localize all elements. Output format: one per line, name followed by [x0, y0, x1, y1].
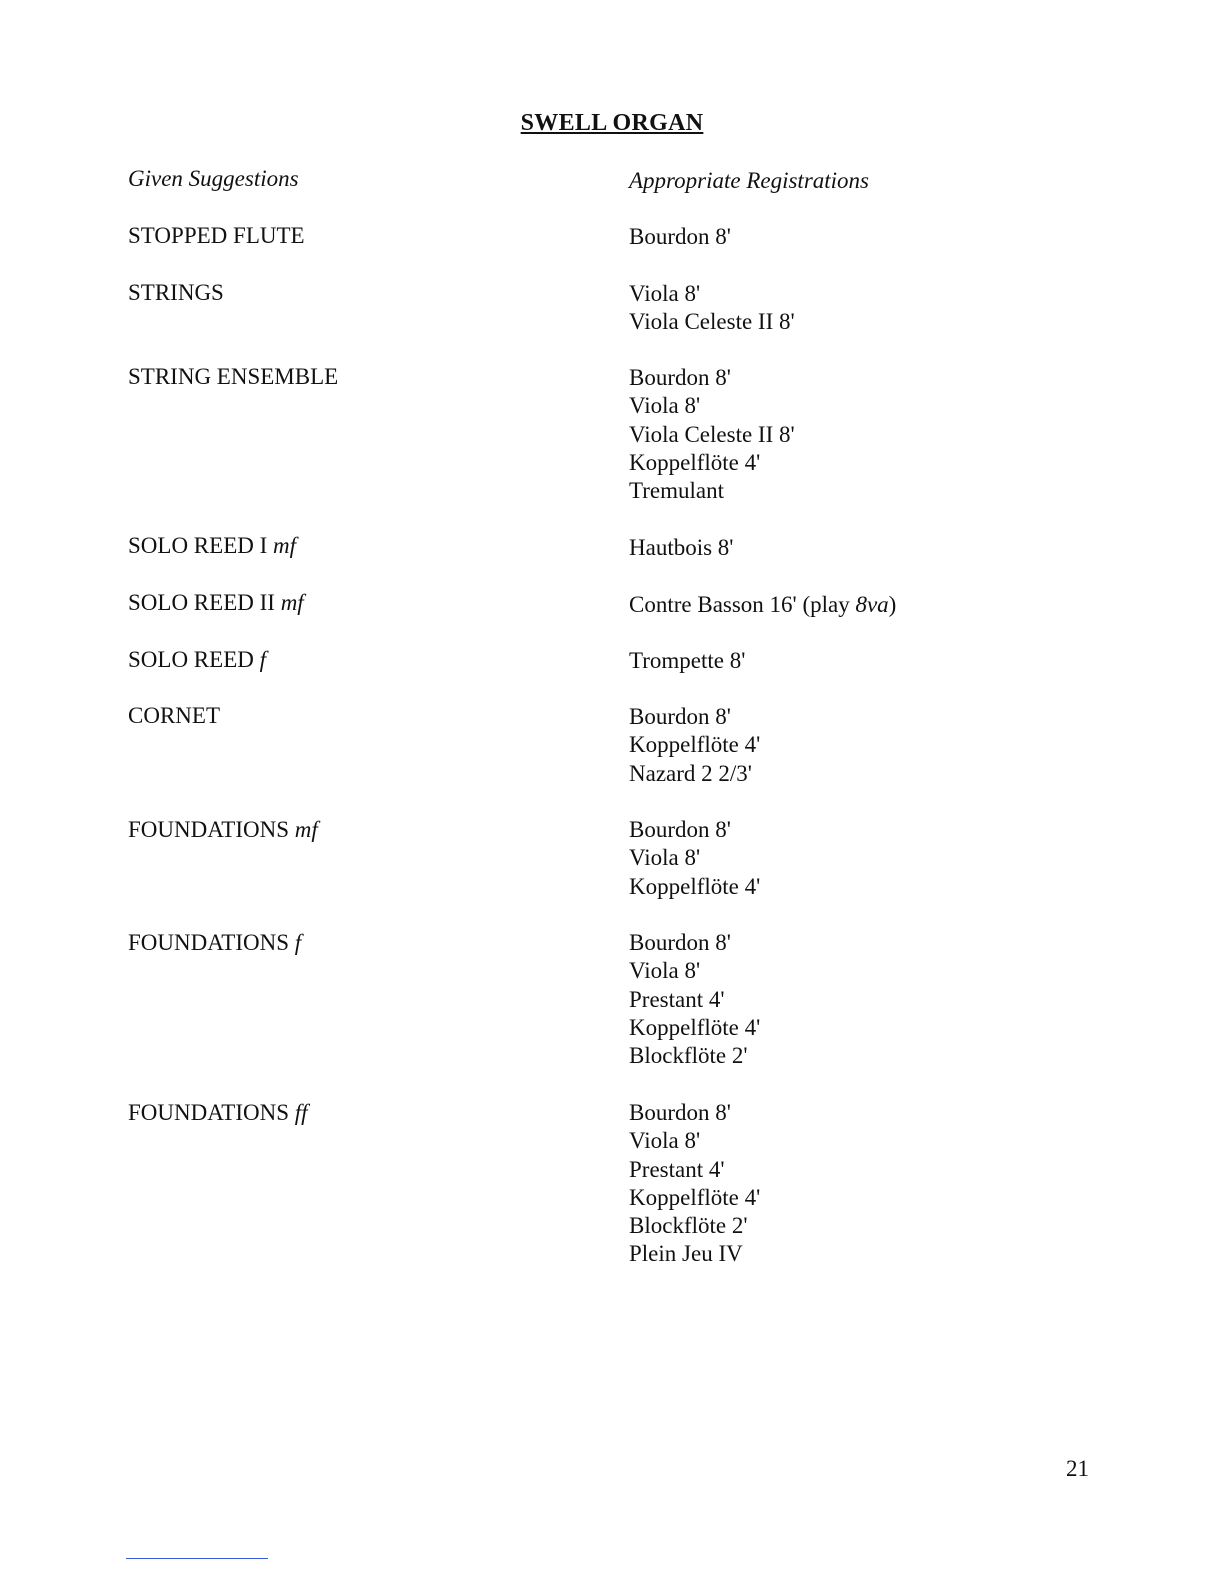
column-header-given-suggestions: Given Suggestions	[128, 166, 299, 191]
registration-item: Viola 8'	[629, 281, 701, 306]
dynamic-marking: f	[294, 930, 302, 955]
suggestion-stopped-flute: STOPPED FLUTE	[128, 223, 305, 248]
suggestion-foundations-f: FOUNDATIONS f	[128, 930, 302, 955]
registration-item: Viola Celeste II 8'	[629, 421, 795, 447]
registration-item: Bourdon 8'	[629, 817, 731, 842]
suggestion-foundations-mf: FOUNDATIONS mf	[128, 817, 318, 842]
dynamic-marking: ff	[294, 1100, 308, 1125]
registration-item: Prestant 4'	[629, 1156, 725, 1182]
registrations-solo-reed-ii	[629, 591, 896, 619]
registration-item: Koppelflöte 4'	[629, 1014, 761, 1040]
registrations-foundations-f	[629, 929, 760, 1070]
registration-item: Bourdon 8'	[629, 930, 731, 955]
registration-item: Blockflöte 2'	[629, 1213, 748, 1239]
registrations-string-ensemble	[629, 364, 795, 505]
registration-item: Bourdon 8'	[629, 1100, 731, 1125]
registrations-solo-reed	[629, 647, 745, 675]
page-number: 21	[1066, 1456, 1089, 1481]
registration-item: Koppelflöte 4'	[629, 449, 761, 475]
registration-item: Viola 8'	[629, 1128, 701, 1154]
registration-item: Bourdon 8'	[629, 224, 731, 249]
registration-item: Viola 8'	[629, 845, 701, 871]
suggestion-solo-reed-i: SOLO REED I mf	[128, 533, 297, 558]
suggestion-solo-reed: SOLO REED f	[128, 647, 267, 672]
registration-item: Plein Jeu IV	[629, 1241, 743, 1267]
registrations-foundations-ff	[629, 1099, 760, 1269]
registration-item: Trompette 8'	[629, 648, 746, 673]
dynamic-marking: f	[259, 647, 267, 672]
octave-marking: 8va	[855, 592, 889, 617]
registration-item: Koppelflöte 4'	[629, 732, 761, 758]
suggestion-cornet: CORNET	[128, 703, 220, 728]
registration-item: Prestant 4'	[629, 986, 725, 1012]
registration-item: Koppelflöte 4'	[629, 1184, 761, 1210]
registrations-stopped-flute	[629, 223, 731, 251]
suggestion-string-ensemble: STRING ENSEMBLE	[128, 364, 339, 389]
registration-item: Tremulant	[629, 478, 724, 504]
footnote-rule	[126, 1558, 268, 1559]
page-title: SWELL ORGAN	[520, 110, 704, 136]
dynamic-marking: mf	[273, 533, 297, 558]
registration-item: Viola Celeste II 8'	[629, 309, 795, 335]
suggestion-foundations-ff: FOUNDATIONS ff	[128, 1100, 308, 1125]
suggestion-solo-reed-ii: SOLO REED II mf	[128, 590, 304, 615]
dynamic-marking: mf	[280, 590, 304, 615]
column-header-appropriate-registrations: Appropriate Registrations	[629, 168, 870, 193]
registration-item: Hautbois 8'	[629, 535, 734, 560]
dynamic-marking: mf	[294, 817, 318, 842]
registration-item: Viola 8'	[629, 958, 701, 984]
registrations-solo-reed-i	[629, 534, 733, 562]
registration-item: Bourdon 8'	[629, 704, 731, 729]
registration-item: Koppelflöte 4'	[629, 873, 761, 899]
registration-item: Contre Basson 16' (play 8va)	[629, 592, 897, 617]
registration-item: Nazard 2 2/3'	[629, 760, 752, 786]
registration-item: Viola 8'	[629, 393, 701, 419]
suggestion-strings: STRINGS	[128, 280, 224, 305]
registrations-cornet	[629, 703, 760, 788]
registrations-strings	[629, 280, 795, 337]
registrations-foundations-mf	[629, 816, 760, 901]
registration-item: Bourdon 8'	[629, 365, 731, 390]
registration-item: Blockflöte 2'	[629, 1043, 748, 1069]
